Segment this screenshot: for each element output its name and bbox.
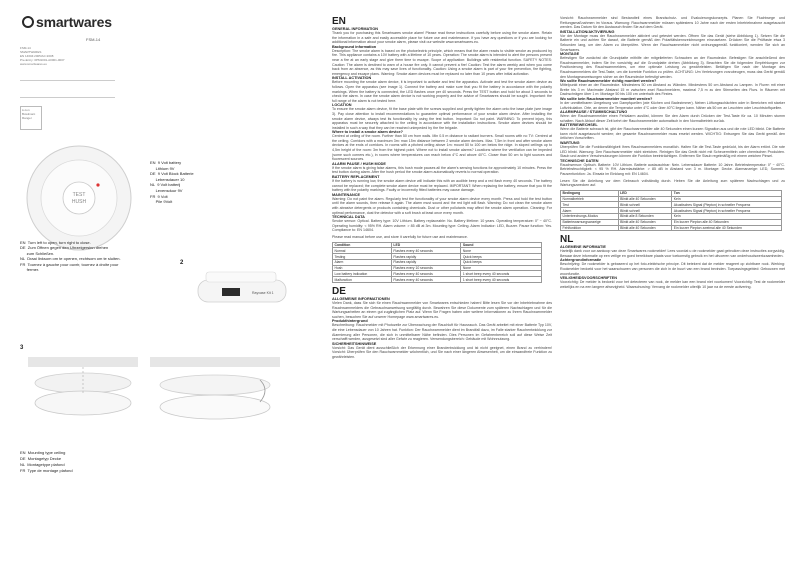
section-body: If the smoke alarm is giving false alarms, this hush mode pauses all the alarm's sensing functions for approximately 10 minutes. Press the test button during alarm. After the hush period the smoke alarm automatically reverts to normal operation. [332,165,552,175]
table-cell: Blinkt alle 40 Sekunden [618,196,672,202]
table-cell: Blinkt schnell [618,208,672,214]
section-title: LOCATION [332,103,352,108]
section-body: Befestigen Sie zunächst die Grundplatte mithilfe der mitgelieferten Schrauben an der Raumdecke. Befestigen Sie anschließend den Rauchwarnmelder, indem Sie ihn vorsichtig auf die Grundplatte drehen (Abbildung 3). Beachten Sie die folgenden Empfehlungen zur Positionierung des Rauchwarnmelders, um eine optimale Leistung zu gewährleisten. Betätigen Sie nach der Montage des Rauchwarnmelders die Test-Taste, um die korrekte Funktion zu prüfen. ACHTUNG: Um Verletzungen vorzubeugen, muss das Gerät gemäß den Montageanweisungen sicher an der Raumdecke befestigt werden. [560,56,785,79]
section-body: Rauchsensor: Optisch. Batterie: 10V Lithium. Batterie austauschbar: Nein. Lebensdauer Batterie: 10 Jahre. Betriebstemperatur: 0° ~ 40°C. Betriebsfeuchtigkeit: < 95 % RH. Alarmlautstärke: > 85 dB in Abstand von 3 m. Montage: Decke. Alarmanzeige: LED, Summer. Pausenfunktion: Ja. Einsatz im Einklang mit: EN 14604. [560,162,785,177]
section-body: Wenn der Rauchwarnmelder einen Fehlalarm auslöst, können Sie den Alarm durch Drücken der Test-Taste für ca. 10 Minuten stumm schalten. Nach Ablauf dieser Zeit kehrt der Rauchwarnmelder automatisch in den Normalbetrieb zurück. [560,114,785,123]
table-header: Bedingung [561,190,619,196]
section-title: BATTERIEWECHSEL [560,123,598,128]
table-cell: None [461,265,542,271]
table-cell: Kein [672,213,782,219]
model-number: FSM-14 [86,37,101,42]
table-header: Condition [333,242,392,248]
legend-item: FR Tournez à gauche pour ouvrir, tournez à droite pour [20,261,119,267]
table-cell: Akustisches Signal (Piepton) in schneller Frequenz [672,202,782,208]
section-body: Mittelpunkt einer an der Raumdecke. Mindestens 50 cm Abstand zu Wänden. Mindestens 50 cm Abstand zu Lampen. In Fluren mit einer Breite bis 3 m: Maximaler Abstand 15 m zwischen zwei Rauchmeldern, maximal 7,5 m zu den Stirnseiten des Flurs. In Räumen mit Dachschrägen über 1 m: Montage 50 bis 100 cm unterhalb des Firstes. [560,83,785,97]
section-title: Wo sollte Rauchwarnmelder richtig montiert werden? [560,79,657,84]
section-title: ALGEMENE INFORMATIE [560,245,606,250]
table-cell: Blinkt schnell [618,202,672,208]
legend-item: EN 9 Volt battery [150,160,182,165]
section-body: If the battery is running low, the smoke alarm device will indicate this with an audible beep and a red flash every 40 seconds. The battery cannot be replaced; the complete smoke alarm device must be replaced. IMPORTANT: When replacing the battery, ensure that you fit the battery with the polarity markings. Faulty or incorrectly fitted batteries may cause damage. [332,179,552,193]
led-indicator [96,183,99,186]
section-body: Vorsicht: Das Gerät dient ausschließlich der Erkennung einer Brandentwicklung und ist nicht geeignet, einen Brand zu verhindern! Vorsicht: Überprüfen Sie den Rauchwarnmelder wöchentlich, und Sie nach einer längeren Abwesenheit, um die einwandfreie Funktion zu gewährleisten. [332,345,552,359]
legend-item: FR 9 Volt [150,193,168,199]
section-body: Hartelijk dank voor uw aankoop van deze Smartwares rookmelder! Lees voordat u de rookmelder gaat gebruiken deze instructies zorgvuldig. Bewaar deze informatie op een veilige en goed bereikbare plaats voor toekomstig gebruik en het uitvoeren van onderhoudswerkzaamheden. [560,249,785,258]
section-title: Achtergrondinformatie [560,258,602,263]
panel-number-3: 3 [20,345,24,351]
table-cell: Hush [333,265,392,271]
language-heading-de: DE [332,286,346,298]
legend-item: FR Type de montage plafond [20,468,73,473]
table-cell: Alarm [561,208,619,214]
legend-item: zum Schließen. [20,250,55,256]
legend-item: Lebensdauer 10 [150,176,185,182]
table-cell: Blinkt alle 40 Sekunden [618,225,672,231]
legend-item: DE Zum Öffnen gegen den Uhrzeigersinn drehen [20,245,109,251]
legend-item: Levensduur 9V [150,187,183,193]
section-title: MONTAGE [560,52,580,57]
product-label-text [20,46,115,66]
section-body: Wenn die Batterie schwach ist, gibt der Rauchwarnmelder alle 40 Sekunden einen kurzen Signalton aus und die rote LED blinkt. Die Batterie kann nicht ausgetauscht werden; der gesamte Rauchwarnmelder muss ersetzt werden. WICHTIG: Entsorgen Sie das Gerät gemäß den örtlichen Vorschriften. [560,127,785,141]
label-line: EN 14604:2005/AC:2008 [20,54,54,58]
table-header: LED [618,190,672,196]
hush-label: HUSH [71,199,87,205]
table-cell: Quick beeps [461,254,542,260]
mounting-illustration [28,355,138,435]
led-status-table [332,242,542,283]
language-heading-en: EN [332,16,346,27]
table-row [333,277,542,283]
column-1 [332,16,552,360]
test-label: TEST [72,192,86,198]
table-cell: Low battery indication [333,271,392,277]
table-header: Ton [672,190,782,196]
legend-item: NL Montagetype plafond [20,462,65,467]
table-header: LED [391,242,460,248]
logo-mark-icon [22,16,34,28]
section-title: MAINTENANCE [332,192,361,197]
section-title: Where to install a smoke alarm device? [332,130,403,135]
section-title: Wo sollte kein Rauchwarnmelder montiert werden? [560,96,653,101]
section-title: ALLGEMEINE INFORMATIONEN [332,297,390,302]
divider [20,80,115,81]
table-cell: Blinkt alle 8 Sekunden [618,213,672,219]
table-cell: Normal [333,248,392,254]
section-title: Produkthintergrund [332,319,368,324]
divider [20,97,115,98]
table-cell: Flashes every 10 seconds [391,265,460,271]
section-body: Vielen Dank, dass Sie sich für einen Rauchwarnmelder von Smartwares entschieden haben! Bitte lesen Sie vor der Inbetriebnahme des Rauchwarnmelders die Gebrauchsanweisung sorgfältig durch. Bewahren Sie diese Dokumente zum späteren Nachschlagen und für die Wartungsarbeiten an einem gut zugänglichen Platz auf. Wenn Sie Fragen haben oder weitere Informationen zu Ihrem Rauchwarnmelder suchen, besuchen Sie auf unserer Homepage www.smartwares.eu. [332,301,552,319]
battery-icon [222,288,240,296]
label-box: Li-Ion Bowlmant Ranger [20,106,42,130]
legend-item: fermer. [20,267,40,273]
section-title: VEILIGHEIDSVOORSCHRIFTEN [560,276,617,281]
table-cell: 1 short beep every 40 seconds [461,271,542,277]
table-cell: Flashes rapidly [391,254,460,260]
section-title: Background information [332,44,377,49]
legend-item: Pile 9Volt [150,199,173,205]
table-cell: Ein kurzer Piepton alle 40 Sekunden [672,219,782,225]
section-body: Before mounting the smoke alarm device, it is important to activate and test the apparatus. Activate and test the smoke alarm device as follows. Open the apparatus (see image 1). Connect the battery and make sure that you fit the battery in accordance with the polarity markings. When the battery is connected, the LED flashes once per 40 seconds. Press the TEST button and hold for about 3 seconds to check the alarm. In case the smoke alarm device is not working properly and the advice of Smartwares should be sought. Important: the full range of the alarm is not tested here. [332,80,552,103]
device-side-view [192,250,292,325]
column-2 [560,16,785,289]
mounting-detail-illustration [150,355,280,435]
table-cell: Flashes every 40 seconds [391,248,460,254]
table-row [561,225,782,231]
section-body: Beschreibung: Rauchmelder mit Photozelle zur Überwachung der Rauchluft für Hausrauch. Das Gerät arbeitet mit einer Batterie Typ 10V, die eine Lebensdauer von 10 Jahren hat. Funktion: Der Rauchwarnmelder dient im Brandfall dazu, im Falle starker Rauchentwicklung zur Alarmierung aller Personen, die sich in unmittelbarer Nähe befinden. Dies Personen im Gefahrenbereich soll auf diese Weise Zeit verschafft werden, ausgesetzt sind aller Gefahr zu reagieren. Verwendungsbereich: Gebäude mit Wohnnutzung. [332,323,552,342]
section-body: Vorsicht: Rauchwarnmelder sind Bestandteil eines Brandschutz- und Evakuierungskonzepts. Planen Sie Fluchtwege und Rettungsmaßnahmen im Voraus. Warnung: Rauchwarnmelder müssen spätestens 10 Jahre nach der ersten Inbetriebnahme ausgetauscht werden. Das Datum für den Austausch finden Sie auf dem Gerät. [560,16,785,30]
table-cell: Ein kurzer Piepton zweimal alle 40 Sekunden [672,225,782,231]
section-title: INSTALLATION/AKTIVIERUNG [560,29,615,34]
turn-legend [20,240,185,272]
table-cell: 1 short beep every 40 seconds [461,277,542,283]
table-cell: Flashes every 40 seconds [391,277,460,283]
section-body: In der unmittelbaren Umgebung von Dampfquellen (wie Küchen und Badezimmer). Neben Lüftungsschächten oder in Bereichen mit starker Luftzirkulation. Orte, an denen die Temperatur unter 4°C oder über 40°C liegen kann. Näher als 50 cm an Leuchten oder Leuchtstoffquellen. [560,100,785,110]
language-heading-nl: NL [560,234,574,246]
legend-item: DE Montagetyp Decke [20,456,62,461]
section-title: GENERAL INFORMATION [332,27,379,31]
table-note-de: Lesen Sie die Anleitung vor dem Gebrauch vollständig durch. Heben Sie die Anleitung zum späteren Nachschlagen und zu Wartungszwecken auf. [560,178,785,188]
table-cell: Fehlfunktion [561,225,619,231]
battery-legend [150,160,220,205]
table-cell: Testing [333,254,392,260]
label-line: Pre-Entry: 0PM1001-A0001-0007 [20,58,65,62]
legend-item: DE 9 Volt Block Batterie [150,171,194,177]
table-cell: Flashes rapidly [391,259,460,265]
led-status-table-de [560,190,782,231]
brand-name: smartwares [36,14,112,30]
legend-item: Lithium 9V [150,165,175,171]
section-title: BATTERY REPLACEMENT [332,175,380,180]
section-title: ALARMPAUSE / STUMMSCHALTUNG [560,110,628,115]
panel-number-2: 2 [180,260,184,266]
label-line: www.smartwares.eu [20,62,47,66]
table-cell: Akustisches Signal (Piepton) in schneller Frequenz [672,208,782,214]
table-cell: Kein [672,196,782,202]
device-model-label: Rayvase Kit 1 [252,291,274,295]
table-cell: Blinkt alle 40 Sekunden [618,219,672,225]
legend-item: EN Mounting type ceiling [20,450,66,455]
section-title: TECHNICAL DATA [332,215,365,220]
section-body: Vor der Montage muss der Rauchwarnmelder aktiviert und getestet werden. Öffnen Sie das Gerät (siehe Abbildung 1). Setzen Sie die Batterie ein und achten Sie darauf, die Batterie gemäß den Polaritätskennzeichnungen einzusetzen. Drücken Sie die Prüftaste etwa 3 Sekunden lang, um den Alarm zu überprüfen. Wenn der Rauchwarnmelder nicht ordnungsgemäß funktioniert, wenden Sie sich an Smartwares. [560,33,785,52]
table-cell: Malfunction [333,277,392,283]
mounting-legend [20,450,160,474]
table-cell: Flashes every 40 seconds [391,271,460,277]
legend-item: NL Draai linksom om te openen, rechtsom om te sluiten. [20,256,121,262]
section-body: Warning: Do not paint the alarm. Regularly test the functionality of your smoke alarm device every month. Press and hold the test button until the alarm sounds, then release it again. The alarm must sound and the red light will flash. Warning: Do not clean the smoke alarm with abrasive detergents or products containing chemicals. Dust or other pollutants may affect the smoke alarm operation. Cleaning: For optimal performance, dust the detector with a soft brush at least once every month. [332,196,552,215]
section-title: TECHNISCHE DATEN [560,158,599,163]
section-title: WARTUNG [560,141,580,146]
section-title: INSTALL ACTIVATION [332,76,372,81]
table-cell: Unterbrechungs-Modus [561,213,619,219]
section-title: ALARM PAUSE / HUSH MODE [332,161,386,166]
brand-logo [22,14,112,30]
table-cell: Normalbetrieb [561,196,619,202]
table-cell: None [461,248,542,254]
section-body: To ensure the smoke alarm device, fit the base plate with the screws supplied and gently tighten the alarm onto the base plate (see image 3). Pay close attention to install recommendations to guarantee optimal performance of your smoke alarm device. After installing the smoke alarm device, always test its functionality by using the test button. Important: Do not paint. WARNING: To prevent injury, this apparatus must be securely attached to the ceiling in accordance with the installation instructions. Smoke alarm devices should be installed in such a way that they can be reached unimpeded by the fire brigade. [332,107,552,130]
section-body: Überprüfen Sie die Funktionsfähigkeit Ihres Rauchwarnmelders monatlich. Halten Sie die Test-Taste gedrückt, bis der Alarm ertönt. Die rote LED blinkt. Warnung: Den Rauchwarnmelder nicht streichen. Reinigen Sie das Gerät nicht mit Scheuermitteln oder chemischen Produkten. Staub und andere Verschmutzungen können die Funktion beeinträchtigen. Entfernen Sie Staub regelmäßig mit einem weichen Pinsel. [560,145,785,159]
section-body: Smoke sensor: Optical. Battery type: 10V Lithium. Battery replaceable: No. Battery lifetime: 10 years. Operating temperature: 0° ~ 40°C. Operating humidity: < 95% RH. Alarm volume: > 85 dB at 3m. Mounting type: Ceiling. Alarm Indicator: LED, Buzzer. Pause function: Yes. Compliance to: EN 14604. [332,219,552,233]
table-cell: Batteriewarnungsanzeige [561,219,619,225]
table-note: Please read manual before use, and store it carefully for future use and maintenance. [332,234,468,239]
section-body: Beschrijving: De rookmelder is gebaseerd op het foto-elektrische principe. Dit betekent dat de melder reageert op zichtbare rook. Werking: Rookmelder bedoeld voor het waarschuwen van personen die zich in de buurt van een brand bevinden. Toepassingsgebied: Gebouwen met woonfunctie. [560,262,785,276]
table-cell: Alarm [333,259,392,265]
label-line: FSM-14 [20,46,31,50]
section-body: Centred at ceiling of the room. Further than 50 cm from walls. Min 0.5 m distance to radiant burners. Small rooms with no TV: Centred at the ceiling. Corridors with a maximum 3m: max 15m distance between 2 smoke alarm devices. Max. 7,5m in front and after smoke alarm devices at the ends of corridors. In rooms with a pitched ceiling above 1m: mount 50 to 100 cm below the ridge. In sloped ceilings up to 4,5m height of the room: 3m from the highest point. Where not to install smoke alarms? Locations where the ventilation can be impeded (some such corners etc.), in rooms where temperatures can reach below 4°C and above 40°C. Closer than 50 cm to light sources and fluorescent sources. [332,134,552,162]
table-cell: Quick beeps [461,259,542,265]
legend-item: EN Turn left to open, turn right to close. [20,240,91,245]
table-cell: Test [561,202,619,208]
section-body: Thank you for purchasing this Smartwares smoke alarm! Please read these instructions carefully before using the smoke alarm. Retain the information in a safe and easily accessible place for future use and maintenance. If you have any questions or if you are looking for additional information about your smoke alarm, please visit our website www.smartwares.eu. [332,31,552,45]
label-line: SMARTWARES [20,50,42,54]
smoke-alarm-illustration [20,140,138,255]
test-button [63,182,95,214]
table-header: Sound [461,242,542,248]
section-title: SICHERHEITSHINWEISE [332,341,377,346]
legend-item: NL 9 Volt batterij [150,182,181,188]
section-body: Description: The smoke alarm is based on the photoelectric principle, which means that the alarm reacts to visible smoke as produced by fire. This appliance contains a 10V battery with a lifetime of 10 years. Operation: The smoke alarm is intended to alert the persons present near a fire at an early stage and give them time to escape. Scope of application: Buildings with residential function. SAFETY NOTES: Caution: The alarm is destined to warn of a house fire only. It cannot prevent a fire! Caution: Test the alarm weekly and when you come back from an absence, as this may save lives of functionality. Caution: Using a smoke alarm is part of your fire prevention, fire fighting, emergency and escape plans. Warning: Smoke alarm devices must be replaced no later than 10 years after initial activation. [332,48,552,76]
section-body: Voorzichtig: De melder is bedoeld voor het detecteren van rook, de melder kan een brand niet voorkomen! Voorzichtig: Test de rookmelder wekelijks en na een langere afwezigheid. Waarschuwing: Vervang de rookmelder uiterlijk 10 jaar na de eerste activering. [560,280,785,289]
